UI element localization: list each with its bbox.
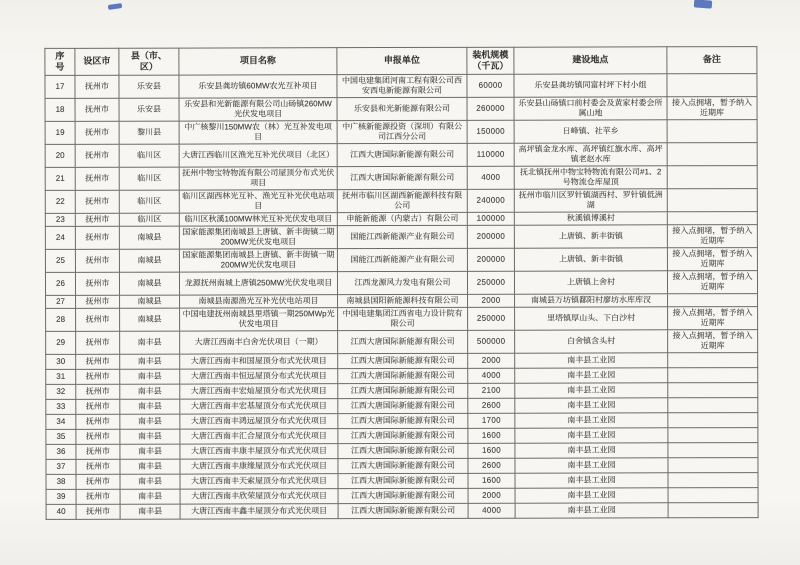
cell-project: 大唐江西南丰宏灿屋顶分布式光伏项目 [180,384,338,399]
cell-city: 抚州市 [75,272,119,295]
cell-remark [667,166,757,189]
table-header-row [45,47,757,76]
blue-stamp-fragment-right [694,0,713,9]
cell-location: 上唐镇、新丰街镇 [514,248,667,271]
cell-capacity: 110000 [467,143,514,166]
cell-location: 上唐镇、新丰街镇 [514,225,667,248]
cell-project: 大唐江西南丰白舍光伏项目（一期） [180,331,338,354]
cell-remark: 接入点拥堵，暂予纳入近期库 [667,271,757,294]
cell-county: 南丰县 [120,459,180,474]
cell-project: 临川区湖西林光互补、渔光互补光伏电站项目 [179,190,337,213]
cell-county: 黎川县 [119,121,179,144]
cell-no: 20 [45,144,75,167]
cell-applicant: 江西大唐国际新能源有限公司 [338,428,468,443]
column-header-capacity: 装机规模 （千瓦） [467,47,514,74]
cell-location: 上唐镇上舍村 [514,271,667,294]
cell-location: 抚州市临川区罗针镇湖西村、罗针镇低洲湖 [514,189,667,212]
table-row [45,271,757,296]
cell-remark [668,473,758,488]
cell-location: 里塔镇厚山头、下白沙村 [515,307,668,330]
cell-location: 南丰县工业园 [515,458,668,473]
cell-county: 临川区 [119,144,179,167]
cell-no: 38 [46,474,76,489]
cell-applicant: 抚州市临川区湖西新能源科技有限公司 [337,189,467,212]
cell-no: 35 [46,429,76,444]
cell-location: 乐安县山砀镇口前村委会及黄家村委会所属山地 [514,97,667,120]
cell-city: 抚州市 [75,226,119,249]
cell-city: 抚州市 [75,144,119,167]
cell-no: 29 [46,331,76,354]
table-row [45,120,757,145]
cell-city: 抚州市 [76,474,120,489]
column-header-no: 序 号 [45,48,75,75]
cell-applicant: 江西大唐国际新能源有限公司 [338,443,468,458]
cell-applicant: 江西大唐国际新能源有限公司 [338,503,468,518]
column-header-county: 县（市、 区） [119,48,179,75]
cell-remark [668,503,758,518]
cell-no: 36 [46,444,76,459]
cell-applicant: 申能新能源（内蒙古）有限公司 [337,212,467,225]
cell-capacity: 260000 [467,97,514,120]
column-header-project: 项目名称 [179,48,337,75]
table-row [46,503,758,520]
cell-project: 乐安县龚坊镇60MW农光互补项目 [179,75,337,98]
cell-county: 南城县 [119,272,179,295]
cell-remark [668,443,758,458]
cell-county: 临川区 [119,213,179,226]
cell-location: 日峰镇、社苹乡 [514,120,667,143]
cell-no: 22 [45,190,75,213]
cell-city: 抚州市 [76,414,120,429]
cell-city: 抚州市 [76,384,120,399]
cell-capacity: 500000 [468,330,515,353]
table-row [46,330,758,355]
cell-project: 中国电建抚州南城县里塔镇一期250MWp光伏发电项目 [180,308,338,331]
cell-location: 南丰县工业园 [515,383,668,398]
cell-applicant: 江西大唐国际新能源有限公司 [338,488,468,503]
cell-remark [668,428,758,443]
cell-no: 33 [46,399,76,414]
cell-county: 南丰县 [120,399,180,414]
cell-location: 南丰县工业园 [515,368,668,383]
cell-no: 27 [46,295,76,308]
cell-no: 24 [45,226,75,249]
cell-no: 19 [45,121,75,144]
cell-remark [667,189,757,212]
cell-city: 抚州市 [75,75,119,98]
cell-project: 大唐江西南丰欣荣屋顶分布式光伏项目 [180,489,338,504]
cell-county: 南丰县 [120,429,180,444]
cell-city: 抚州市 [75,213,119,226]
cell-location: 高坪镇金龙水库、高坪镇红旗水库、高坪镇老赵水库 [514,143,667,166]
pv-project-table [44,46,758,520]
cell-county: 南丰县 [120,354,180,369]
cell-applicant: 南城县国阳新能源科技有限公司 [338,294,468,307]
cell-applicant: 江西大唐国际新能源有限公司 [337,143,467,166]
cell-county: 南城县 [119,249,179,272]
table-row [45,143,757,168]
cell-project: 南城县南源渔光互补光伏电站项目 [180,295,338,308]
cell-location: 南丰县工业园 [515,398,668,413]
cell-capacity: 250000 [467,271,514,294]
cell-city: 抚州市 [76,504,120,519]
cell-project: 大唐江西南丰鑫丰屋顶分布式光伏项目 [180,504,338,519]
cell-project: 大唐江西南丰汇合屋顶分布式光伏项目 [180,429,338,444]
cell-project: 大唐江西南丰天索屋顶分布式光伏项目 [180,474,338,489]
cell-applicant: 江西大唐国际新能源有限公司 [338,383,468,398]
cell-project: 大唐江西临川区渔光互补光伏项目（北区） [179,144,337,167]
cell-capacity: 1600 [468,428,515,443]
cell-capacity: 250000 [468,307,515,330]
cell-city: 抚州市 [75,98,119,121]
cell-applicant: 江西大唐国际新能源有限公司 [338,458,468,473]
cell-capacity: 2000 [468,353,515,368]
cell-applicant: 江西大唐国际新能源有限公司 [337,166,467,189]
cell-applicant: 江西大唐国际新能源有限公司 [338,353,468,368]
cell-city: 抚州市 [75,121,119,144]
cell-county: 南城县 [120,308,180,331]
cell-no: 18 [45,98,75,121]
cell-no: 21 [45,167,75,190]
cell-county: 南丰县 [120,384,180,399]
column-header-location: 建设地点 [514,47,667,74]
column-header-city: 设区市 [75,48,119,75]
cell-location: 秋溪镇博溪村 [514,212,667,225]
cell-no: 25 [45,249,75,272]
cell-no: 23 [45,213,75,226]
cell-remark: 接入点拥堵，暂予纳入近期库 [667,225,757,248]
cell-location: 乐安县龚坊镇同富村坪下村小组 [514,74,667,97]
cell-capacity: 2100 [468,383,515,398]
cell-project: 国家能源集团南城县上唐镇、新丰街镇一期200MW光伏发电项目 [179,249,337,272]
cell-project: 大唐江西南丰和国屋顶分布式光伏项目 [180,354,338,369]
table-row [46,307,758,332]
cell-location: 南丰县工业园 [515,428,668,443]
cell-county: 临川区 [119,167,179,190]
cell-project: 大唐江西南丰宏基屋顶分布式光伏项目 [180,399,338,414]
cell-county: 南丰县 [120,369,180,384]
cell-remark: 接入点拥堵，暂予纳入近期库 [668,330,758,353]
cell-capacity: 2000 [468,294,515,307]
cell-remark [668,488,758,503]
cell-city: 抚州市 [76,331,120,354]
cell-capacity: 2000 [468,488,515,503]
cell-remark [667,143,757,166]
cell-city: 抚州市 [75,167,119,190]
cell-county: 南丰县 [120,444,180,459]
cell-location: 南丰县工业园 [515,443,668,458]
cell-capacity: 4000 [468,368,515,383]
table-row [45,74,757,99]
cell-no: 39 [46,489,76,504]
cell-city: 抚州市 [76,459,120,474]
cell-county: 南城县 [119,226,179,249]
cell-remark [667,212,757,225]
cell-project: 中广核黎川150MW农（林）光互补发电项目 [179,121,337,144]
cell-project: 国家能源集团南城县上唐镇、新丰街镇二期200MW光伏发电项目 [179,226,337,249]
cell-no: 28 [46,308,76,331]
cell-remark [667,74,757,97]
table-row [45,189,757,214]
cell-county: 南丰县 [120,504,180,519]
cell-applicant: 江西大唐国际新能源有限公司 [338,398,468,413]
table-row [45,225,757,250]
column-header-applicant: 申报单位 [337,47,467,74]
cell-city: 抚州市 [76,369,120,384]
cell-location: 南丰县工业园 [515,473,668,488]
cell-no: 37 [46,459,76,474]
cell-applicant: 中国电建集团江西省电力设计院有限公司 [338,307,468,330]
cell-capacity: 1600 [468,443,515,458]
cell-remark [668,368,758,383]
cell-no: 17 [45,75,75,98]
cell-capacity: 240000 [467,189,514,212]
cell-location: 南丰县工业园 [515,488,668,503]
cell-location: 南丰县工业园 [515,413,668,428]
cell-project: 临川区秋溪100MW林光互补光伏发电项目 [179,213,337,226]
cell-location: 南丰县工业园 [515,353,668,368]
cell-city: 抚州市 [76,399,120,414]
cell-location: 抚北镇抚州中物宝特物流有限公司#1、2号物流仓库屋顶 [514,166,667,189]
cell-applicant: 国能江西新能源产业有限公司 [337,248,467,271]
cell-capacity: 150000 [467,120,514,143]
cell-no: 40 [46,504,76,519]
cell-remark [668,383,758,398]
cell-remark: 接入点拥堵，暂予纳入近期库 [667,97,757,120]
cell-project: 大唐江西南丰康缘屋顶分布式光伏项目 [180,459,338,474]
cell-applicant: 江西龙源风力发电有限公司 [337,271,467,294]
cell-county: 乐安县 [119,98,179,121]
cell-applicant: 江西大唐国际新能源有限公司 [338,368,468,383]
cell-project: 大唐江西南丰康丰屋顶分布式光伏项目 [180,444,338,459]
table-body [45,74,758,520]
cell-county: 乐安县 [119,75,179,98]
cell-applicant: 中广核新能源投资（深圳）有限公司江西分公司 [337,120,467,143]
cell-capacity: 4000 [467,166,514,189]
cell-location: 南城县万坊镇鄱阳村廖坊水库库汊 [515,294,668,307]
cell-city: 抚州市 [76,354,120,369]
cell-capacity: 200000 [467,248,514,271]
cell-city: 抚州市 [75,249,119,272]
cell-city: 抚州市 [76,429,120,444]
cell-applicant: 乐安县和光新能源有限公司 [337,97,467,120]
cell-project: 龙源抚州南城上唐镇250MW光伏发电项目 [179,272,337,295]
cell-capacity: 1600 [468,473,515,488]
table-row [45,97,757,122]
cell-county: 南丰县 [120,474,180,489]
cell-project: 抚州中物宝特物流有限公司屋顶分布式光伏项目 [179,167,337,190]
cell-county: 南城县 [120,295,180,308]
cell-remark [668,353,758,368]
cell-applicant: 江西大唐国际新能源有限公司 [338,330,468,353]
cell-no: 30 [46,354,76,369]
table-row [45,166,757,191]
cell-no: 26 [45,272,75,295]
cell-city: 抚州市 [76,295,120,308]
cell-county: 南丰县 [120,489,180,504]
cell-capacity: 2600 [468,398,515,413]
cell-capacity: 2600 [468,458,515,473]
table-header [45,47,757,76]
cell-remark [668,458,758,473]
cell-remark [668,398,758,413]
cell-applicant: 国能江西新能源产业有限公司 [337,225,467,248]
cell-location: 白舍镇含头村 [515,330,668,353]
cell-capacity: 60000 [467,74,514,97]
cell-capacity: 100000 [467,212,514,225]
cell-project: 大唐江西南丰鸿远屋顶分布式光伏项目 [180,414,338,429]
cell-county: 临川区 [119,190,179,213]
cell-project: 乐安县和光新能源有限公司山砀镇260MW光伏发电项目 [179,98,337,121]
cell-remark [668,294,758,307]
cell-applicant: 江西大唐国际新能源有限公司 [338,473,468,488]
cell-capacity: 200000 [467,225,514,248]
cell-no: 31 [46,369,76,384]
cell-county: 南丰县 [120,414,180,429]
cell-city: 抚州市 [76,489,120,504]
cell-city: 抚州市 [76,308,120,331]
cell-remark [668,413,758,428]
cell-project: 大唐江西南丰恒远屋顶分布式光伏项目 [180,369,338,384]
cell-city: 抚州市 [75,190,119,213]
table-row [45,248,757,273]
cell-county: 南丰县 [120,331,180,354]
cell-no: 34 [46,414,76,429]
cell-remark [667,120,757,143]
cell-city: 抚州市 [76,444,120,459]
cell-no: 32 [46,384,76,399]
cell-capacity: 4000 [468,503,515,518]
cell-remark: 接入点拥堵，暂予纳入近期库 [667,248,757,271]
cell-capacity: 1700 [468,413,515,428]
column-header-remark: 备注 [667,47,757,74]
cell-location: 南丰县工业园 [515,503,668,518]
cell-applicant: 中国电建集团河南工程有限公司西安西电新能源有限公司 [337,74,467,97]
cell-applicant: 江西大唐国际新能源有限公司 [338,413,468,428]
cell-remark: 接入点拥堵，暂予纳入近期库 [668,307,758,330]
